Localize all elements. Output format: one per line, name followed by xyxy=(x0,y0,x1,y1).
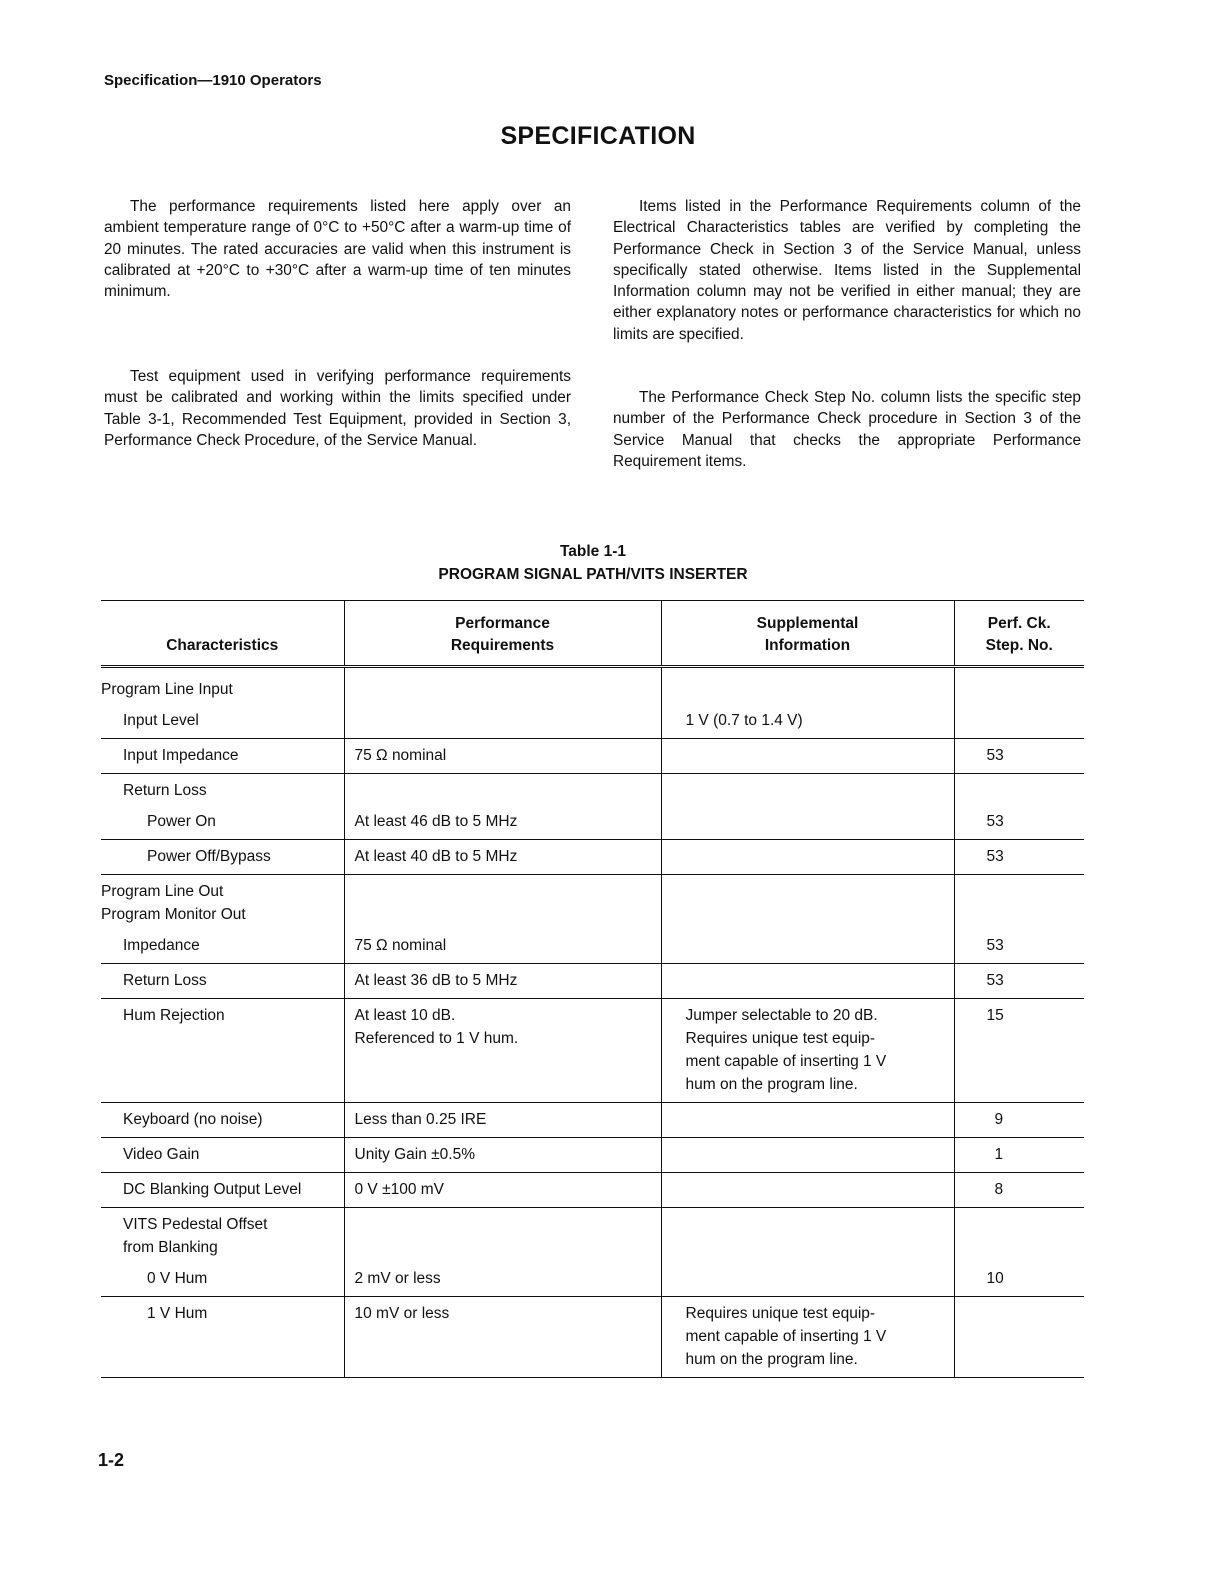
performance-cell: 10 mV or less xyxy=(344,1297,661,1378)
table-row xyxy=(101,964,1084,999)
step-cell: 53 xyxy=(954,840,1084,875)
performance-cell: At least 40 dB to 5 MHz xyxy=(344,840,661,875)
performance-cell: At least 46 dB to 5 MHz xyxy=(344,808,661,840)
header-performance-requirements: Performance Requirements xyxy=(344,601,661,667)
characteristic-label: Hum Rejection xyxy=(123,1007,225,1024)
supplemental-cell: 1 V (0.7 to 1.4 V) xyxy=(661,707,954,739)
characteristic-label: Return Loss xyxy=(123,782,207,799)
header-supplemental-information: Supplemental Information xyxy=(661,601,954,667)
supplemental-line: ment capable of inserting 1 V xyxy=(685,1053,887,1070)
table-row xyxy=(101,774,1084,809)
table-row xyxy=(101,1265,1084,1297)
table-row xyxy=(101,1297,1084,1378)
step-cell: 10 xyxy=(954,1265,1084,1297)
table-row xyxy=(101,1138,1084,1173)
table-row xyxy=(101,707,1084,739)
performance-line: At least 10 dB. xyxy=(354,1007,456,1024)
characteristic-label: Program Line Input xyxy=(101,681,233,698)
characteristic-label: VITS Pedestal Offset xyxy=(123,1216,268,1233)
supplemental-line: Requires unique test equip- xyxy=(685,1305,876,1322)
step-cell: 53 xyxy=(954,739,1084,774)
table-row xyxy=(101,1173,1084,1208)
step-cell: 53 xyxy=(954,964,1084,999)
table-row xyxy=(101,1103,1084,1138)
intro-paragraph-temperature: The performance requirements listed here apply over an ambient temperature range of 0°C to +50°C after a warm-up time of 20 minutes. The rated accuracies are valid when this instrument is calibrated at +20°C to +30°C after a warm-up time of ten minutes minimum. xyxy=(104,198,571,301)
characteristic-label: Power On xyxy=(147,813,216,830)
supplemental-line: hum on the program line. xyxy=(685,1076,858,1093)
characteristic-label: 1 V Hum xyxy=(147,1305,208,1322)
characteristic-label: Program Monitor Out xyxy=(101,906,246,923)
characteristic-label: 0 V Hum xyxy=(147,1270,208,1287)
header-characteristics: Characteristics xyxy=(101,601,344,667)
table-row xyxy=(101,808,1084,840)
supplemental-line: ment capable of inserting 1 V xyxy=(685,1328,887,1345)
table-row xyxy=(101,999,1084,1103)
performance-cell: 2 mV or less xyxy=(344,1265,661,1297)
characteristic-label: DC Blanking Output Level xyxy=(123,1181,302,1198)
supplemental-line: Requires unique test equip- xyxy=(685,1030,876,1047)
intro-paragraph-step-number: The Performance Check Step No. column lists the specific step number of the Performance Check procedure in Section 3 of the Service Manual that checks the appropriate Performance Requirement items. xyxy=(613,389,1081,470)
spec-table xyxy=(101,600,1084,1378)
header-step-number: Perf. Ck. Step. No. xyxy=(954,601,1084,667)
performance-cell: 75 Ω nominal xyxy=(344,739,661,774)
performance-cell: Unity Gain ±0.5% xyxy=(344,1138,661,1173)
page-title: SPECIFICATION xyxy=(500,122,696,150)
running-header: Specification—1910 Operators xyxy=(104,72,322,89)
table-number: Table 1-1 xyxy=(559,543,627,560)
characteristic-label: Input Impedance xyxy=(123,747,239,764)
step-cell: 9 xyxy=(954,1103,1084,1138)
page-number: 1-2 xyxy=(98,1450,125,1470)
characteristic-label: Input Level xyxy=(123,712,199,729)
table-row xyxy=(101,840,1084,875)
characteristic-label: Program Line Out xyxy=(101,883,224,900)
table-row xyxy=(101,739,1084,774)
performance-cell: At least 36 dB to 5 MHz xyxy=(344,964,661,999)
characteristic-label: from Blanking xyxy=(123,1239,218,1256)
table-caption: PROGRAM SIGNAL PATH/VITS INSERTER xyxy=(438,566,748,583)
step-cell: 15 xyxy=(954,999,1084,1103)
performance-cell: Less than 0.25 IRE xyxy=(344,1103,661,1138)
supplemental-cell xyxy=(661,1297,954,1378)
table-row xyxy=(101,932,1084,964)
performance-cell: 0 V ±100 mV xyxy=(344,1173,661,1208)
intro-paragraph-test-equipment: Test equipment used in verifying performance requirements must be calibrated and working within the limits specified under Table 3-1, Recommended Test Equipment, provided in Section 3, Performance Check Procedure, of the Service Manual. xyxy=(104,368,571,449)
characteristic-label: Video Gain xyxy=(123,1146,200,1163)
step-cell: 53 xyxy=(954,932,1084,964)
performance-cell xyxy=(344,999,661,1103)
performance-line: Referenced to 1 V hum. xyxy=(354,1030,519,1047)
supplemental-line: hum on the program line. xyxy=(685,1351,858,1368)
table-header-row xyxy=(101,601,1084,667)
characteristic-label: Power Off/Bypass xyxy=(147,848,271,865)
intro-paragraph-verification: Items listed in the Performance Requirements column of the Electrical Characteristics tables are verified by completing the Performance Check in Section 3 of the Service Manual, unless specifically stated otherwise. Items listed in the Supplemental Information column may not be verified in either manual; they are either explanatory notes or performance characteristics for which no limits are specified. xyxy=(613,198,1081,343)
characteristic-label: Return Loss xyxy=(123,972,207,989)
step-cell: 53 xyxy=(954,808,1084,840)
step-cell: 8 xyxy=(954,1173,1084,1208)
table-row xyxy=(101,667,1084,708)
step-cell: 1 xyxy=(954,1138,1084,1173)
performance-cell: 75 Ω nominal xyxy=(344,932,661,964)
supplemental-line: Jumper selectable to 20 dB. xyxy=(685,1007,878,1024)
table-row xyxy=(101,1208,1084,1266)
supplemental-cell xyxy=(661,999,954,1103)
table-row xyxy=(101,875,1084,933)
characteristic-label: Keyboard (no noise) xyxy=(123,1111,263,1128)
characteristic-label: Impedance xyxy=(123,937,200,954)
